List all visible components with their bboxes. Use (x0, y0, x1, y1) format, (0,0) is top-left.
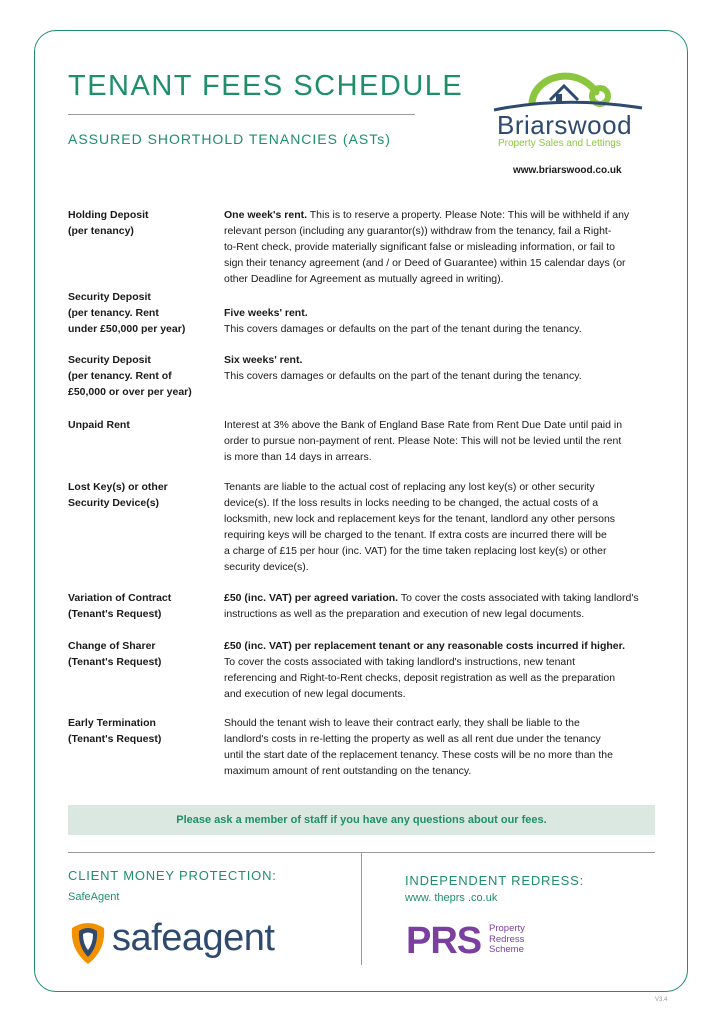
fee-label (68, 715, 218, 747)
fee-description-line: is more than 14 days in arrears. (224, 451, 372, 463)
fee-description (224, 352, 658, 384)
prs-sub-line: Redress (489, 933, 525, 945)
fee-description-line: relevant person (including any guarantor(s)) withdraw from the tenancy, fail a Right- (224, 225, 612, 237)
fee-amount: Five weeks' rent. (224, 307, 308, 319)
fee-description-line (224, 590, 658, 606)
fee-label-line: (Tenant's Request) (68, 733, 162, 745)
fee-description (224, 207, 658, 287)
redress-website-link[interactable]: www. theprs .co.uk (405, 892, 498, 904)
fee-description-line: security device(s). (224, 561, 309, 573)
fee-description-line: Interest at 3% above the Bank of England Base Rate from Rent Due Date until paid in (224, 419, 623, 431)
fee-label-line: Variation of Contract (68, 592, 172, 604)
fee-label (68, 638, 218, 670)
fee-label (68, 207, 218, 239)
fee-description (224, 590, 658, 622)
client-money-title: CLIENT MONEY PROTECTION: (68, 868, 277, 883)
fee-label-line: Change of Sharer (68, 640, 156, 652)
fee-description-text: To cover the costs associated with taking landlord's (398, 592, 639, 604)
page-subtitle: ASSURED SHORTHOLD TENANCIES (ASTs) (68, 131, 391, 147)
fee-amount: £50 (inc. VAT) per agreed variation. (224, 592, 399, 604)
fee-description-line: Tenants are liable to the actual cost of replacing any lost key(s) or other security (224, 481, 595, 493)
fee-label-line: £50,000 or over per year) (68, 386, 192, 398)
fee-label-line: Unpaid Rent (68, 419, 130, 431)
fee-description-line: order to pursue non-payment of rent. Please Note: This will not be levied until the rent (224, 435, 622, 447)
fee-label (68, 352, 218, 400)
fee-description-line (224, 207, 658, 223)
fee-description-line: maximum amount of rent outstanding on the tenancy. (224, 765, 472, 777)
fee-label (68, 479, 218, 511)
fee-label-line: Security Deposit (68, 354, 151, 366)
fee-label-line: Early Termination (68, 717, 156, 729)
fee-amount: £50 (inc. VAT) per replacement tenant or any reasonable costs incurred if higher. (224, 640, 626, 652)
fee-description (224, 417, 658, 465)
fee-description (224, 715, 658, 779)
fee-description-line: This covers damages or defaults on the part of the tenant during the tenancy. (224, 323, 582, 335)
fee-description-line: Should the tenant wish to leave their contract early, they shall be liable to the (224, 717, 580, 729)
fee-description-line: locksmith, new lock and replacement keys for the tenant, landlord any other persons (224, 513, 616, 525)
fee-description-line (224, 352, 658, 368)
redress-title: INDEPENDENT REDRESS: (405, 873, 585, 888)
fee-amount: Six weeks' rent. (224, 354, 303, 366)
prs-sub-line: Property (489, 923, 525, 934)
fee-description-line: a charge of £15 per hour (inc. VAT) for the time taken replacing lost key(s) or other (224, 545, 607, 557)
fee-description-line: other Deadline for Agreement as mutually agreed in writing). (224, 273, 504, 285)
fee-description-text: This is to reserve a property. Please Note: This will be withheld if any (307, 209, 630, 221)
fee-label-line: under £50,000 per year) (68, 323, 186, 335)
fee-label-line: (per tenancy. Rent (68, 307, 159, 319)
safeagent-logo-text: safeagent (112, 917, 275, 959)
version-label: V3.4 (655, 997, 668, 1003)
fee-amount: One week's rent. (224, 209, 308, 221)
fee-description-line: landlord's costs in re-letting the property as well as all rent due under the tenancy (224, 733, 601, 745)
fee-description (224, 479, 658, 575)
fee-description-line: This covers damages or defaults on the part of the tenant during the tenancy. (224, 370, 582, 382)
fee-label-line: Security Device(s) (68, 497, 160, 509)
fee-label-line: (per tenancy) (68, 225, 134, 237)
fee-label-line: Lost Key(s) or other (68, 481, 168, 493)
fee-label-line: (per tenancy. Rent of (68, 370, 172, 382)
title-divider (68, 114, 415, 115)
fee-label-line: (Tenant's Request) (68, 656, 162, 668)
fee-description-line: referencing and Right-to-Rent checks, deposit registration as well as the preparation (224, 672, 616, 684)
fee-description-line: To cover the costs associated with taking landlord's instructions, new tenant (224, 656, 576, 668)
prs-logo-subtitle (489, 924, 549, 956)
fee-description-line: sign their tenancy agreement (and / or Deed of Guarantee) within 15 calendar days (or (224, 257, 626, 269)
brand-website-link[interactable]: www.briarswood.co.uk (513, 165, 622, 176)
fee-description-line: to-Rent check, provide materially significant false or misleading information, or fail to (224, 241, 616, 253)
fee-label (68, 289, 218, 337)
fee-description (224, 638, 658, 702)
footer-column-divider (361, 853, 362, 965)
prs-sub-line: Scheme (489, 944, 524, 955)
page-title: TENANT FEES SCHEDULE (68, 70, 464, 102)
brand-tagline: Property Sales and Lettings (498, 138, 621, 149)
fee-label-line: Holding Deposit (68, 209, 149, 221)
client-money-provider: SafeAgent (68, 891, 120, 903)
fee-description-line (224, 305, 658, 321)
fee-description-line (224, 638, 658, 654)
fee-description-line: requiring keys will be charged to the tenant. If extra costs are incurred there will be (224, 529, 607, 541)
fee-description (224, 289, 658, 337)
fee-label (68, 590, 218, 622)
fee-label-line: Security Deposit (68, 291, 151, 303)
fee-description-line: device(s). If the loss results in locks needing to be changed, the actual costs of a (224, 497, 599, 509)
fee-description-line: until the start date of the replacement tenancy. These costs will be no more than the (224, 749, 613, 761)
fee-description-line: and execution of new legal documents. (224, 688, 406, 700)
fee-label (68, 417, 218, 433)
fees-banner: Please ask a member of staff if you have any questions about our fees. (68, 805, 655, 835)
prs-logo-text: PRS (406, 920, 482, 962)
brand-name: Briarswood (497, 110, 633, 140)
fee-label-line: (Tenant's Request) (68, 608, 162, 620)
fee-description-line: instructions as well as the preparation and execution of new legal documents. (224, 608, 585, 620)
